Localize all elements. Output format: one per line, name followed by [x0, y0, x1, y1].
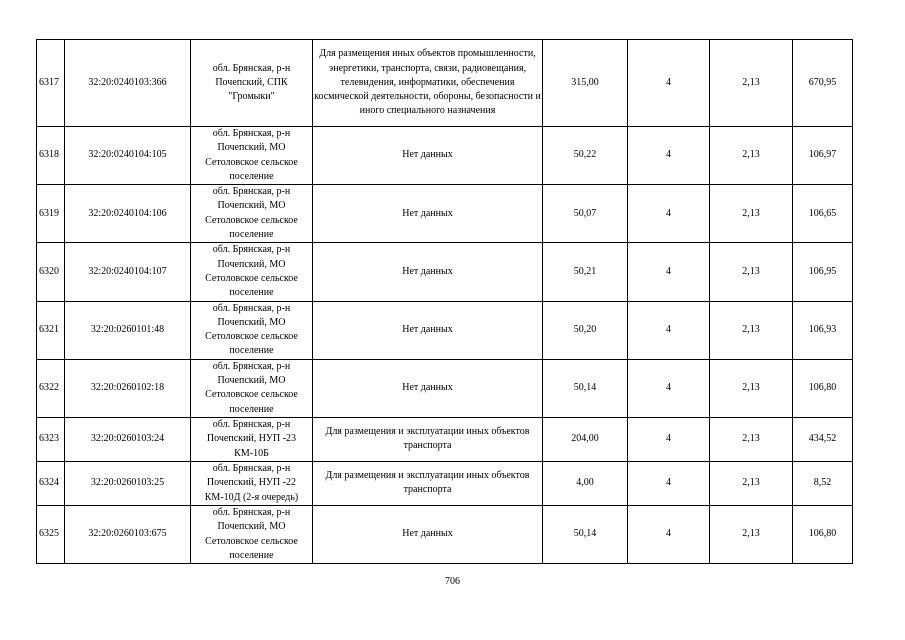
address-cell: обл. Брянская, р-н Почепский, МО Сетоловское сельское поселение	[191, 127, 313, 185]
permitted-use-cell: Нет данных	[313, 185, 543, 243]
area-cell: 50,07	[543, 185, 628, 243]
cadastral-number: 32:20:0260103:25	[65, 461, 191, 505]
group-cell: 4	[628, 185, 710, 243]
area-cell: 50,20	[543, 301, 628, 359]
row-number: 6325	[37, 505, 65, 563]
table-row	[37, 185, 853, 243]
table-row	[37, 359, 853, 417]
group-cell: 4	[628, 40, 710, 127]
permitted-use-cell: Нет данных	[313, 127, 543, 185]
rate-cell: 2,13	[710, 40, 793, 127]
page-number: 706	[445, 576, 460, 587]
permitted-use-cell: Для размещения иных объектов промышленности, энергетики, транспорта, связи, радиовещания, телевидения, информатики, обеспечения космической деятельности, обороны, безопасности и иного специального назначения	[313, 40, 543, 127]
group-cell: 4	[628, 417, 710, 461]
table-row	[37, 243, 853, 301]
table-row	[37, 461, 853, 505]
rate-cell: 2,13	[710, 417, 793, 461]
area-cell: 50,14	[543, 359, 628, 417]
area-cell: 4,00	[543, 461, 628, 505]
address-cell: обл. Брянская, р-н Почепский, МО Сетоловское сельское поселение	[191, 185, 313, 243]
table-row	[37, 417, 853, 461]
address-cell: обл. Брянская, р-н Почепский, МО Сетоловское сельское поселение	[191, 359, 313, 417]
permitted-use-cell: Для размещения и эксплуатации иных объектов транспорта	[313, 461, 543, 505]
cadastral-number: 32:20:0260101:48	[65, 301, 191, 359]
rate-cell: 2,13	[710, 505, 793, 563]
address-cell: обл. Брянская, р-н Почепский, МО Сетоловское сельское поселение	[191, 505, 313, 563]
table-row	[37, 40, 853, 127]
address-cell: обл. Брянская, р-н Почепский, НУП -22 КМ-10Д (2-я очередь)	[191, 461, 313, 505]
sum-cell: 106,93	[793, 301, 853, 359]
row-number: 6317	[37, 40, 65, 127]
row-number: 6323	[37, 417, 65, 461]
area-cell: 50,14	[543, 505, 628, 563]
address-cell: обл. Брянская, р-н Почепский, МО Сетоловское сельское поселение	[191, 243, 313, 301]
parcel-table	[36, 39, 853, 564]
area-cell: 50,22	[543, 127, 628, 185]
group-cell: 4	[628, 359, 710, 417]
row-number: 6320	[37, 243, 65, 301]
permitted-use-cell: Для размещения и эксплуатации иных объектов транспорта	[313, 417, 543, 461]
cadastral-number: 32:20:0240104:105	[65, 127, 191, 185]
cadastral-number: 32:20:0240103:366	[65, 40, 191, 127]
cadastral-number: 32:20:0260103:24	[65, 417, 191, 461]
row-number: 6324	[37, 461, 65, 505]
rate-cell: 2,13	[710, 243, 793, 301]
sum-cell: 106,97	[793, 127, 853, 185]
permitted-use-cell: Нет данных	[313, 359, 543, 417]
rate-cell: 2,13	[710, 359, 793, 417]
area-cell: 315,00	[543, 40, 628, 127]
group-cell: 4	[628, 243, 710, 301]
group-cell: 4	[628, 461, 710, 505]
group-cell: 4	[628, 301, 710, 359]
row-number: 6321	[37, 301, 65, 359]
area-cell: 50,21	[543, 243, 628, 301]
rate-cell: 2,13	[710, 185, 793, 243]
row-number: 6322	[37, 359, 65, 417]
row-number: 6318	[37, 127, 65, 185]
sum-cell: 106,80	[793, 359, 853, 417]
table-row	[37, 505, 853, 563]
group-cell: 4	[628, 127, 710, 185]
sum-cell: 106,95	[793, 243, 853, 301]
sum-cell: 106,80	[793, 505, 853, 563]
cadastral-number: 32:20:0240104:106	[65, 185, 191, 243]
address-cell: обл. Брянская, р-н Почепский, СПК "Громыки"	[191, 40, 313, 127]
table-row	[37, 301, 853, 359]
address-cell: обл. Брянская, р-н Почепский, НУП -23 КМ-10Б	[191, 417, 313, 461]
cadastral-number: 32:20:0240104:107	[65, 243, 191, 301]
permitted-use-cell: Нет данных	[313, 505, 543, 563]
group-cell: 4	[628, 505, 710, 563]
area-cell: 204,00	[543, 417, 628, 461]
cadastral-number: 32:20:0260103:675	[65, 505, 191, 563]
sum-cell: 106,65	[793, 185, 853, 243]
permitted-use-cell: Нет данных	[313, 301, 543, 359]
rate-cell: 2,13	[710, 301, 793, 359]
rate-cell: 2,13	[710, 461, 793, 505]
cadastral-number: 32:20:0260102:18	[65, 359, 191, 417]
sum-cell: 670,95	[793, 40, 853, 127]
row-number: 6319	[37, 185, 65, 243]
table-row	[37, 127, 853, 185]
sum-cell: 8,52	[793, 461, 853, 505]
address-cell: обл. Брянская, р-н Почепский, МО Сетоловское сельское поселение	[191, 301, 313, 359]
rate-cell: 2,13	[710, 127, 793, 185]
permitted-use-cell: Нет данных	[313, 243, 543, 301]
sum-cell: 434,52	[793, 417, 853, 461]
